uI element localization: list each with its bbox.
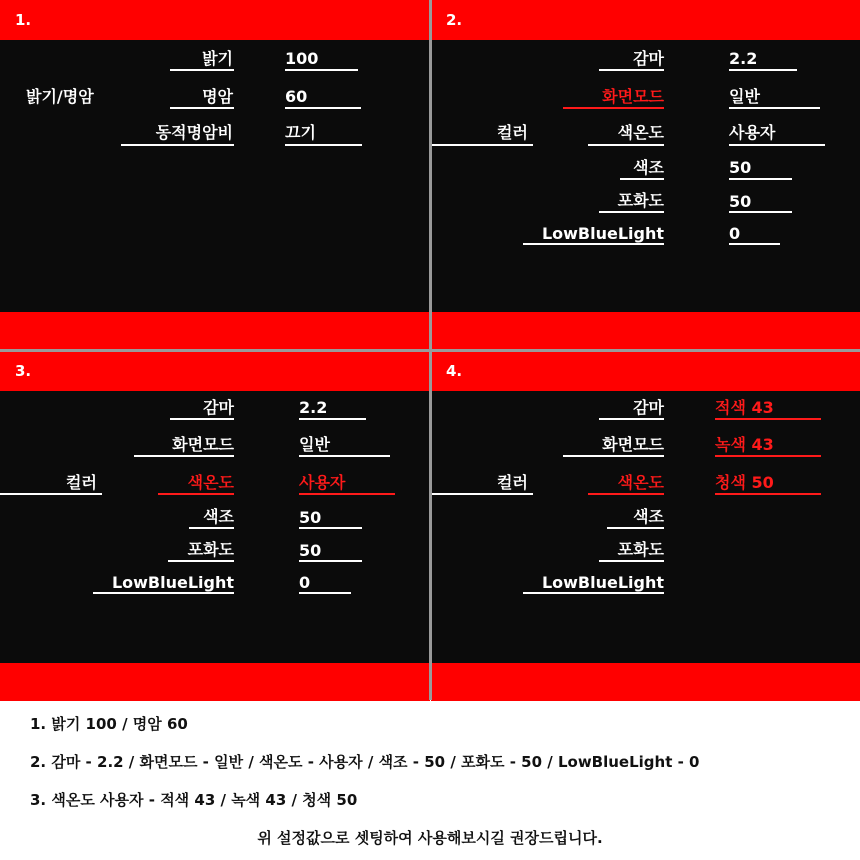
setting-value-green[interactable]: 녹색 43 xyxy=(715,435,774,454)
setting-value-blue[interactable]: 청색 50 xyxy=(715,473,774,492)
setting-value-contrast[interactable]: 60 xyxy=(285,87,308,106)
panel-footer-bar xyxy=(431,312,860,350)
panel-footer-bar xyxy=(0,663,430,701)
setting-label-saturation: 포화도 xyxy=(617,191,664,210)
settings-panel-4 xyxy=(431,351,860,701)
setting-value-gamma[interactable]: 2.2 xyxy=(729,49,758,68)
setting-value-brightness[interactable]: 100 xyxy=(285,49,319,68)
panel-header xyxy=(431,351,860,391)
setting-label-picture-mode: 화면모드 xyxy=(172,435,234,454)
summary-line-2: 2. 감마 - 2.2 / 화면모드 - 일반 / 색온도 - 사용자 / 색조 - 50 / 포화도 - 50 / LowBlueLight - 0 xyxy=(30,753,700,771)
setting-value-low-blue-light[interactable]: 0 xyxy=(729,224,741,243)
setting-value-saturation[interactable]: 50 xyxy=(729,192,752,211)
setting-value-tint[interactable]: 50 xyxy=(299,508,322,527)
panel-header xyxy=(0,0,430,40)
setting-value-saturation[interactable]: 50 xyxy=(299,541,322,560)
setting-label-gamma: 감마 xyxy=(633,49,664,68)
setting-value-picture-mode[interactable]: 일반 xyxy=(729,87,760,106)
setting-label-saturation: 포화도 xyxy=(617,540,664,559)
setting-label-low-blue-light: LowBlueLight xyxy=(541,573,664,592)
setting-label-low-blue-light: LowBlueLight xyxy=(111,573,234,592)
panel-number: 2. xyxy=(446,11,463,29)
panel-number: 3. xyxy=(15,362,32,380)
setting-value-red[interactable]: 적색 43 xyxy=(715,398,774,417)
setting-label-dynamic-contrast: 동적명암비 xyxy=(155,123,233,142)
group-label: 밝기/명암 xyxy=(26,87,94,106)
setting-label-picture-mode: 화면모드 xyxy=(602,87,664,106)
panel-footer-bar xyxy=(0,312,430,350)
setting-label-color-temp: 색온도 xyxy=(617,123,664,142)
settings-panel-3 xyxy=(0,351,430,701)
summary-line-3: 3. 색온도 사용자 - 적색 43 / 녹색 43 / 청색 50 xyxy=(30,791,358,809)
setting-label-brightness: 밝기 xyxy=(202,49,233,68)
setting-value-color-temp[interactable]: 사용자 xyxy=(729,123,776,142)
setting-value-dynamic-contrast[interactable]: 끄기 xyxy=(285,123,316,142)
group-label: 컬러 xyxy=(497,123,528,142)
setting-label-picture-mode: 화면모드 xyxy=(602,435,664,454)
setting-label-gamma: 감마 xyxy=(203,398,234,417)
settings-panel-2 xyxy=(431,0,860,350)
setting-value-gamma[interactable]: 2.2 xyxy=(299,398,328,417)
setting-label-tint: 색조 xyxy=(633,507,664,526)
setting-label-saturation: 포화도 xyxy=(187,540,234,559)
setting-label-tint: 색조 xyxy=(633,158,664,177)
setting-label-color-temp: 색온도 xyxy=(617,473,664,492)
setting-value-color-temp[interactable]: 사용자 xyxy=(299,473,346,492)
settings-panel-1 xyxy=(0,0,430,350)
group-label: 컬러 xyxy=(497,473,528,492)
panel-number: 4. xyxy=(446,362,463,380)
setting-label-tint: 색조 xyxy=(203,507,234,526)
setting-value-picture-mode[interactable]: 일반 xyxy=(299,435,330,454)
setting-value-low-blue-light[interactable]: 0 xyxy=(299,573,311,592)
recommendation-note: 위 설정값으로 셋팅하여 사용해보시길 권장드립니다. xyxy=(257,829,603,847)
panel-divider-horizontal xyxy=(0,349,860,352)
panel-header xyxy=(0,351,430,391)
panel-footer-bar xyxy=(431,663,860,701)
panel-number: 1. xyxy=(15,11,32,29)
setting-label-color-temp: 색온도 xyxy=(187,473,234,492)
setting-label-contrast: 명암 xyxy=(202,87,233,106)
setting-value-tint[interactable]: 50 xyxy=(729,158,752,177)
group-label: 컬러 xyxy=(66,473,97,492)
summary-line-1: 1. 밝기 100 / 명암 60 xyxy=(30,715,188,733)
setting-label-gamma: 감마 xyxy=(633,398,664,417)
setting-label-low-blue-light: LowBlueLight xyxy=(541,224,664,243)
panel-header xyxy=(431,0,860,40)
